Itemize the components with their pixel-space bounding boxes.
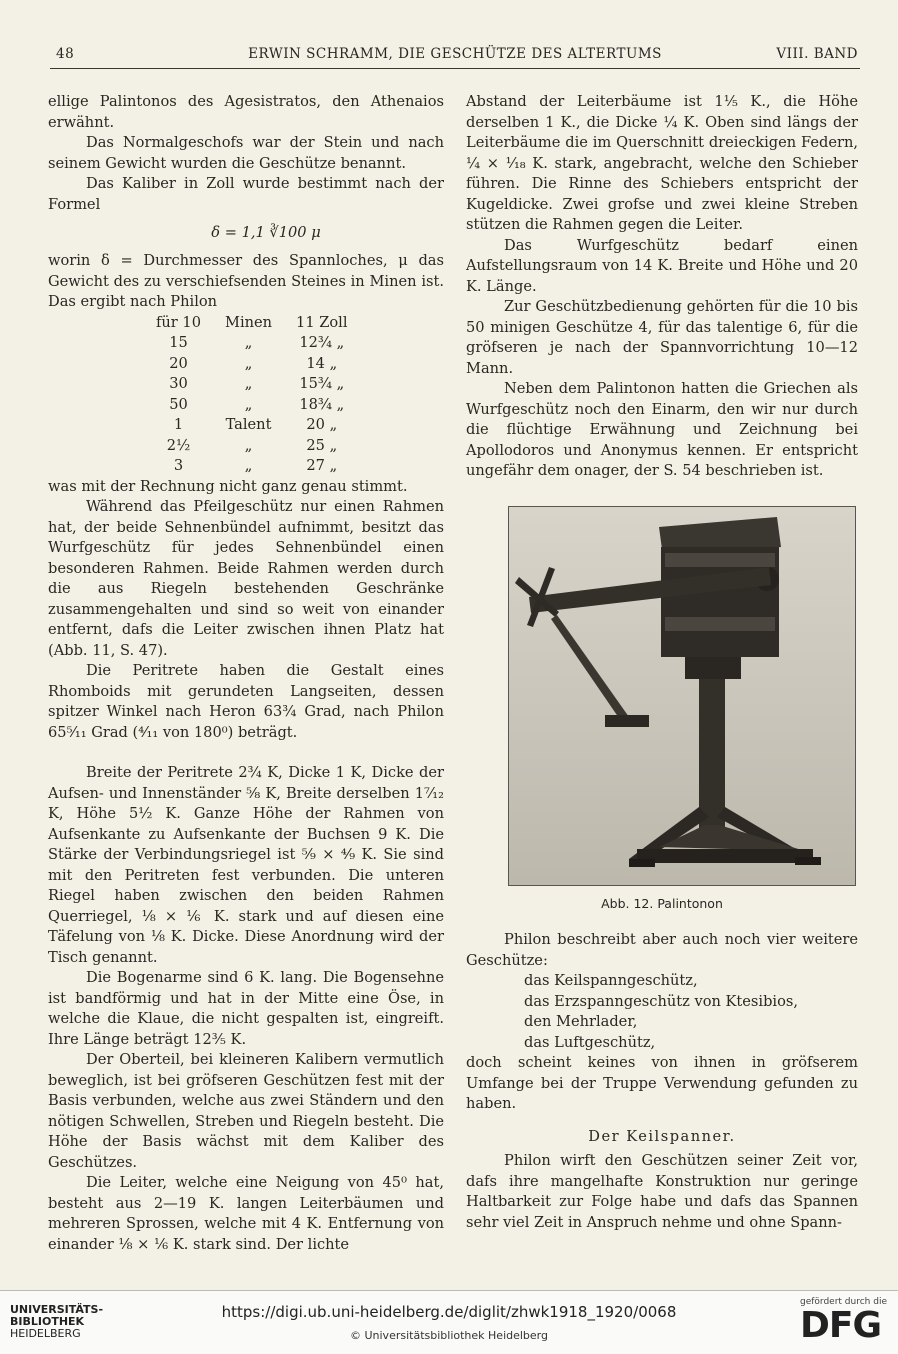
paragraph: Das Kaliber in Zoll wurde bestimmt nach der Formel — [48, 175, 444, 213]
paragraph: Der Oberteil, bei kleineren Kalibern vermutlich beweglich, ist bei gröfseren Geschützen fest mit der Basis verbunden, welche aus zwei Ständern und den nötigen Schwellen, Streben und Riegeln besteht. Die Höhe der Basis wächst mit dem Kaliber des Geschützes. — [48, 1051, 444, 1171]
section-heading: Der Keilspanner. — [588, 1127, 736, 1145]
volume-label: VIII. BAND — [776, 46, 858, 62]
paragraph: Philon beschreibt aber auch noch vier weitere Geschütze: — [466, 931, 858, 969]
caliber-table — [144, 313, 360, 477]
header-rule — [50, 68, 860, 69]
paragraph: was mit der Rechnung nicht ganz genau stimmt. — [48, 477, 408, 495]
paragraph: Die Bogenarme sind 6 K. lang. Die Bogensehne ist bandförmig und hat in der Mitte eine Öse, in welche die Klaue, die nicht gespalten ist, eingreift. Ihre Länge beträgt 12⅗ K. — [48, 969, 444, 1048]
funding-note: gefördert durch die — [800, 1297, 887, 1307]
right-column-top — [466, 92, 858, 482]
list-item: das Erzspanngeschütz von Ktesibios, — [524, 992, 799, 1010]
table-row: 15 „ 12¾ „ — [169, 334, 345, 351]
palintonon-illustration — [509, 507, 855, 885]
paragraph: Das Normalgeschofs war der Stein und nach seinem Gewicht wurden die Geschütze benannt. — [48, 134, 444, 172]
list-item: das Keilspanngeschütz, — [524, 972, 698, 989]
weapon-list — [466, 971, 858, 1053]
paragraph: Breite der Peritrete 2¾ K, Dicke 1 K, Dicke der Aufsen- und Innenständer ⁵⁄₈ K, Breite derselben 1⁷⁄₁₂ K, Höhe 5½ K. Ganze Höhe der Rahmen von Aufsenkante zu Aufsenkante der Buchsen 9 K. Die Stärke der Verbindungsriegel ist ⁵⁄₉ × ⁴⁄₉ K. Sie sind mit den Peritreten fest verbunden. Die unteren Riegel haben zwischen den beiden Rahmen Querriegel, ⅛ × ⅙ K. stark und auf diesen eine Täfelung von ⅛ K. Dicke. Diese Anordnung wird der Tisch genannt. — [48, 764, 444, 966]
list-item: das Luftgeschütz, — [524, 1033, 656, 1051]
left-column — [48, 92, 444, 1255]
right-column-bottom — [466, 930, 858, 1233]
dfg-logo[interactable]: DFG — [800, 1305, 882, 1346]
list-item: den Mehrlader, — [524, 1013, 638, 1030]
caliber-formula: δ = 1,1 ∛100 μ — [211, 224, 321, 241]
table-row: 20 „ 14 „ — [169, 354, 338, 372]
table-row: 3 „ 27 „ — [173, 457, 338, 474]
paragraph: Das Wurfgeschütz bedarf einen Aufstellungsraum von 14 K. Breite und Höhe und 20 K. Länge. — [466, 236, 858, 295]
permalink[interactable]: https://digi.ub.uni-heidelberg.de/diglit/zhwk1918_1920/0068 — [221, 1303, 677, 1321]
paragraph: Zur Geschützbedienung gehörten für die 10 bis 50 minigen Geschütze 4, für das talentige 6, für die gröfseren je nach der Spannvorrichtung 10—12 Mann. — [466, 298, 858, 377]
figure-caption: Abb. 12. Palintonon — [601, 896, 723, 911]
copyright: © Universitätsbibliothek Heidelberg — [349, 1329, 548, 1342]
footer — [0, 1291, 898, 1354]
table-row: 2½ „ 25 „ — [166, 436, 338, 454]
library-logo[interactable]: UNIVERSITÄTS- BIBLIOTHEK HEIDELBERG — [10, 1303, 104, 1340]
paragraph: worin δ = Durchmesser des Spannloches, μ das Gewicht des zu verschiefsenden Steines in Minen ist. Das ergibt nach Philon — [48, 252, 444, 310]
table-row: 30 „ 15¾ „ — [169, 375, 345, 392]
palintonon-photo — [508, 506, 856, 886]
paragraph: Abstand der Leiterbäume ist 1⅕ K., die Höhe derselben 1 K., die Dicke ¼ K. Oben sind längs der Leiterbäume die im Querschnitt dreieckigen Federn, ¼ × ⅟₁₈ K. stark, angebracht, welche den Schieber führen. Die Rinne des Schiebers entspricht der Kugeldicke. Zwei grofse und zwei kleine Streben stützen die Rahmen gegen die Leiter. — [466, 93, 858, 233]
running-title: ERWIN SCHRAMM, DIE GESCHÜTZE DES ALTERTUMS — [248, 46, 662, 62]
paragraph: Die Leiter, welche eine Neigung von 45⁰ hat, besteht aus 2—19 K. langen Leiterbäumen und mehreren Sprossen, welche mit 4 K. Entfernung von einander ⅛ × ⅙ K. stark sind. Der lichte — [48, 1174, 444, 1253]
paragraph: ellige Palintonos des Agesistratos, den Athenaios erwähnt. — [48, 93, 444, 131]
table-row: für 10 Minen 11 Zoll — [156, 313, 348, 331]
paragraph: doch scheint keines von ihnen in gröfserem Umfange bei der Truppe Verwendung gefunden zu haben. — [466, 1054, 858, 1112]
paragraph: Während das Pfeilgeschütz nur einen Rahmen hat, der beide Sehnenbündel aufnimmt, besitzt das Wurfgeschütz für jedes Sehnenbündel einen besonderen Rahmen. Beide Rahmen werden durch die aus Riegeln bestehenden Geschränke zusammengehalten und sind so weit von einander entfernt, dafs die Leiter zwischen ihnen Platz hat (Abb. 11, S. 47). — [48, 498, 444, 659]
paragraph: Die Peritrete haben die Gestalt eines Rhomboids mit gerundeten Langseiten, dessen spitzer Winkel nach Heron 63¾ Grad, nach Philon 65⁵⁄₁₁ Grad (⁴⁄₁₁ von 180⁰) beträgt. — [48, 662, 444, 741]
paragraph: Philon wirft den Geschützen seiner Zeit vor, dafs ihre mangelhafte Konstruktion nur geringe Haltbarkeit zur Folge habe und dafs das Spannen sehr viel Zeit in Anspruch nehme und ohne Spann- — [466, 1152, 858, 1231]
table-row: 50 „ 18¾ „ — [169, 395, 345, 413]
table-row: 1 Talent 20 „ — [173, 416, 338, 433]
paragraph: Neben dem Palintonon hatten die Griechen als Wurfgeschütz noch den Einarm, den wir nur durch die flüchtige Erwähnung und Zeichnung bei Apollodoros und Anonymus kennen. Er entspricht ungefähr dem onager, der S. 54 beschrieben ist. — [466, 380, 858, 479]
page-number: 48 — [56, 46, 75, 62]
